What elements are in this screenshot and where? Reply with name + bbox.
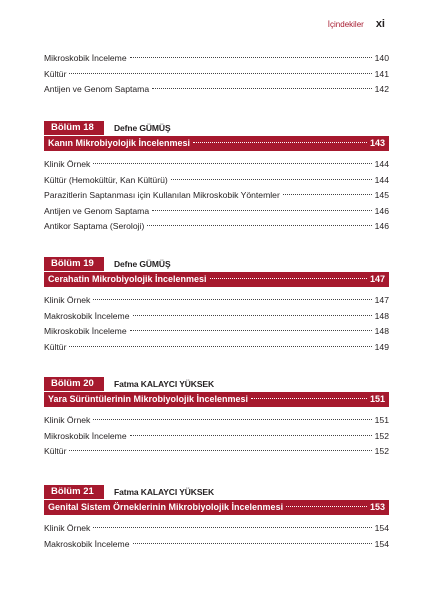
dot-leader [286,506,367,507]
dot-leader [152,210,372,211]
chapter-title-bar[interactable] [44,136,389,151]
chapter-badge: Bölüm 20 [44,377,104,391]
toc-entry[interactable] [44,521,389,537]
dot-leader [193,142,367,143]
toc-entry[interactable] [44,219,389,235]
toc-entry-page: 145 [374,190,389,200]
dot-leader [93,419,371,420]
toc-entry-page: 144 [374,174,389,185]
toc-entry-page: 152 [374,430,389,441]
dot-leader [171,179,372,180]
chapter-heading [44,257,389,271]
toc-entry[interactable] [44,51,389,67]
dot-leader [147,225,371,226]
dot-leader [251,398,367,399]
dot-leader [69,73,371,74]
toc-entry[interactable] [44,309,389,325]
dot-leader [130,57,372,58]
toc-entry-page: 151 [374,415,389,425]
dot-leader [283,194,372,195]
dot-leader [93,299,371,300]
chapter-title: Genital Sistem Örneklerinin Mikrobiyolojik İncelenmesi [48,502,284,512]
toc-entry-title: Mikroskobik İnceleme [44,326,127,336]
chapter-badge: Bölüm 18 [44,121,104,135]
toc-entry-page: 144 [374,159,389,169]
chapter-author: Fatma KALAYCI YÜKSEK [114,487,215,497]
dot-leader [93,163,371,164]
chapter-page: 147 [369,274,385,284]
toc-entry-page: 149 [374,341,389,352]
chapter-heading [44,121,389,135]
toc-entry-title: Mikroskobik İnceleme [44,430,127,441]
chapter-author: Fatma KALAYCI YÜKSEK [114,379,215,389]
toc-entry-title: Mikroskobik İnceleme [44,53,127,63]
chapter-title: Cerahatin Mikrobiyolojik İncelenmesi [48,274,207,284]
toc-entry-page: 154 [374,538,389,549]
toc-entry[interactable] [44,82,389,98]
toc-entry[interactable] [44,537,389,553]
toc-entry-page: 140 [374,53,389,63]
toc-entry[interactable] [44,413,389,429]
toc-entry[interactable] [44,293,389,309]
toc-entry[interactable] [44,204,389,220]
toc-entry-title: Klinik Örnek [44,523,91,533]
toc-entry-page: 154 [374,523,389,533]
chapter-title-bar[interactable] [44,392,389,407]
toc-entry-title: Klinik Örnek [44,159,91,169]
toc-entry-page: 148 [374,326,389,336]
toc-entry-title: Antikor Saptama (Seroloji) [44,221,145,231]
toc-entry[interactable] [44,340,389,356]
chapter-title: Kanın Mikrobiyolojik İncelenmesi [48,138,191,148]
toc-entry[interactable] [44,429,389,445]
toc-entry-title: Makroskobik İnceleme [44,538,130,549]
toc-entry-page: 146 [374,221,389,231]
chapter-author: Defne GÜMÜŞ [114,259,171,269]
chapter-title-bar[interactable] [44,272,389,287]
chapter-block-18 [44,121,389,235]
toc-entry-title: Antijen ve Genom Saptama [44,84,150,94]
dot-leader [93,527,371,528]
toc-entry[interactable] [44,67,389,83]
toc-entry[interactable] [44,188,389,204]
toc-entry-title: Kültür (Hemokültür, Kan Kültürü) [44,174,168,185]
toc-entry-title: Kültür [44,446,67,456]
dot-leader [152,88,372,89]
chapter-page: 153 [369,502,385,512]
dot-leader [133,543,372,544]
chapter-page: 151 [369,394,385,404]
toc-entry-title: Kültür [44,68,67,79]
chapter-author: Defne GÜMÜŞ [114,123,171,133]
chapter-heading [44,485,389,499]
toc-entry-title: Klinik Örnek [44,415,91,425]
page-number: xi [375,18,385,30]
running-header [328,18,385,30]
chapter-page: 143 [369,138,385,148]
chapter-badge: Bölüm 19 [44,257,104,271]
toc-entry[interactable] [44,173,389,189]
chapter-heading [44,377,389,391]
toc-entry-page: 147 [374,295,389,305]
chapter-title-bar[interactable] [44,500,389,515]
toc-entry-page: 148 [374,310,389,321]
chapter-block-21 [44,485,389,552]
dot-leader [133,315,372,316]
toc-entry-title: Parazitlerin Saptanması için Kullanılan Mikroskobik Yöntemler [44,190,280,200]
dot-leader [69,346,371,347]
toc-entry-title: Makroskobik İnceleme [44,310,130,321]
dot-leader [69,450,371,451]
toc-entry-page: 141 [374,68,389,79]
dot-leader [130,330,372,331]
chapter-badge: Bölüm 21 [44,485,104,499]
toc-top-entries [44,51,389,98]
toc-entry-title: Klinik Örnek [44,295,91,305]
dot-leader [210,278,367,279]
running-header-section: İçindekiler [327,20,364,29]
dot-leader [130,435,372,436]
toc-entry-page: 142 [374,84,389,94]
toc-entry[interactable] [44,157,389,173]
chapter-block-19 [44,257,389,355]
toc-entry[interactable] [44,444,389,460]
toc-entry-title: Kültür [44,341,67,352]
chapter-title: Yara Sürüntülerinin Mikrobiyolojik İncelenmesi [48,394,249,404]
toc-entry-title: Antijen ve Genom Saptama [44,205,150,216]
toc-entry-page: 146 [374,205,389,216]
toc-entry-page: 152 [374,446,389,456]
chapter-block-20 [44,377,389,460]
toc-entry[interactable] [44,324,389,340]
